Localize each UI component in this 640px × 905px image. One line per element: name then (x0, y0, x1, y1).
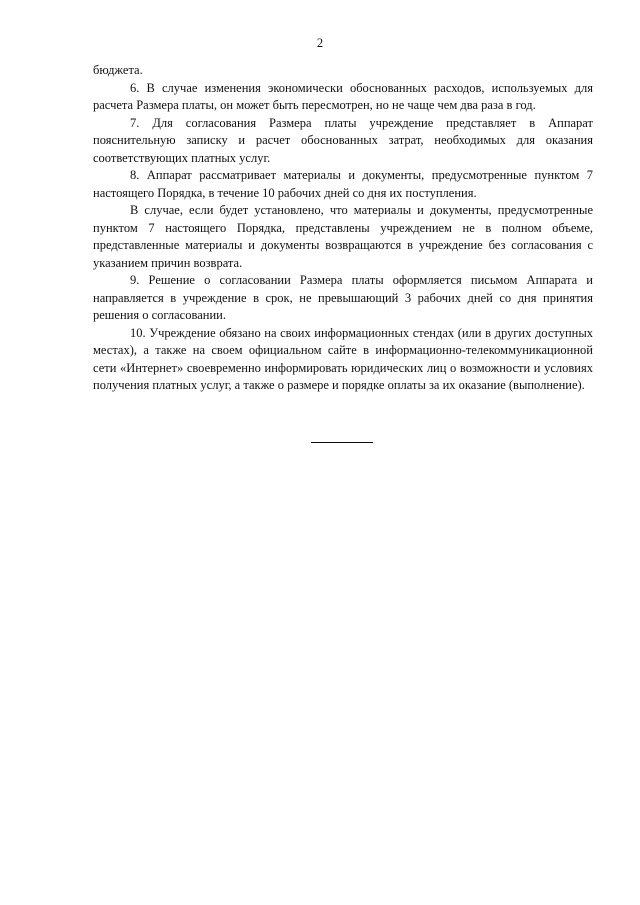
paragraph-8-continuation: В случае, если будет установлено, что материалы и документы, предусмотренные пунктом 7 настоящего Порядка, представлены учреждением не в полном объеме, представленные материалы и документы возвращаются в учреждение без согласования с указанием причин возврата. (93, 203, 593, 270)
paragraph-7: 7. Для согласования Размера платы учреждение представляет в Аппарат пояснительную записку и расчет обоснованных затрат, необходимых для оказания соответствующих платных услуг. (93, 115, 593, 165)
paragraph-10: 10. Учреждение обязано на своих информационных стендах (или в других доступных местах), а также на своем официальном сайте в информационно-телекоммуникационной сети «Интернет» своевременно информировать юридических лиц о возможности и условиях получения платных услуг, а также о размере и порядке оплаты за их оказание (выполнение). (93, 325, 593, 392)
page-number: 2 (316, 36, 324, 50)
document-body (93, 62, 593, 395)
paragraph-9: 9. Решение о согласовании Размера платы оформляется письмом Аппарата и направляется в учреждение в срок, не превышающий 3 рабочих дней со дня принятия решения о согласовании. (93, 273, 593, 322)
paragraph-continuation: бюджета. (93, 63, 143, 77)
paragraph-8: 8. Аппарат рассматривает материалы и документы, предусмотренные пунктом 7 настоящего Порядка, в течение 10 рабочих дней со дня их поступления. (93, 168, 593, 200)
end-of-document-rule (311, 442, 373, 443)
paragraph-6: 6. В случае изменения экономически обоснованных расходов, используемых для расчета Размера платы, он может быть пересмотрен, но не чаще чем два раза в год. (93, 80, 593, 112)
